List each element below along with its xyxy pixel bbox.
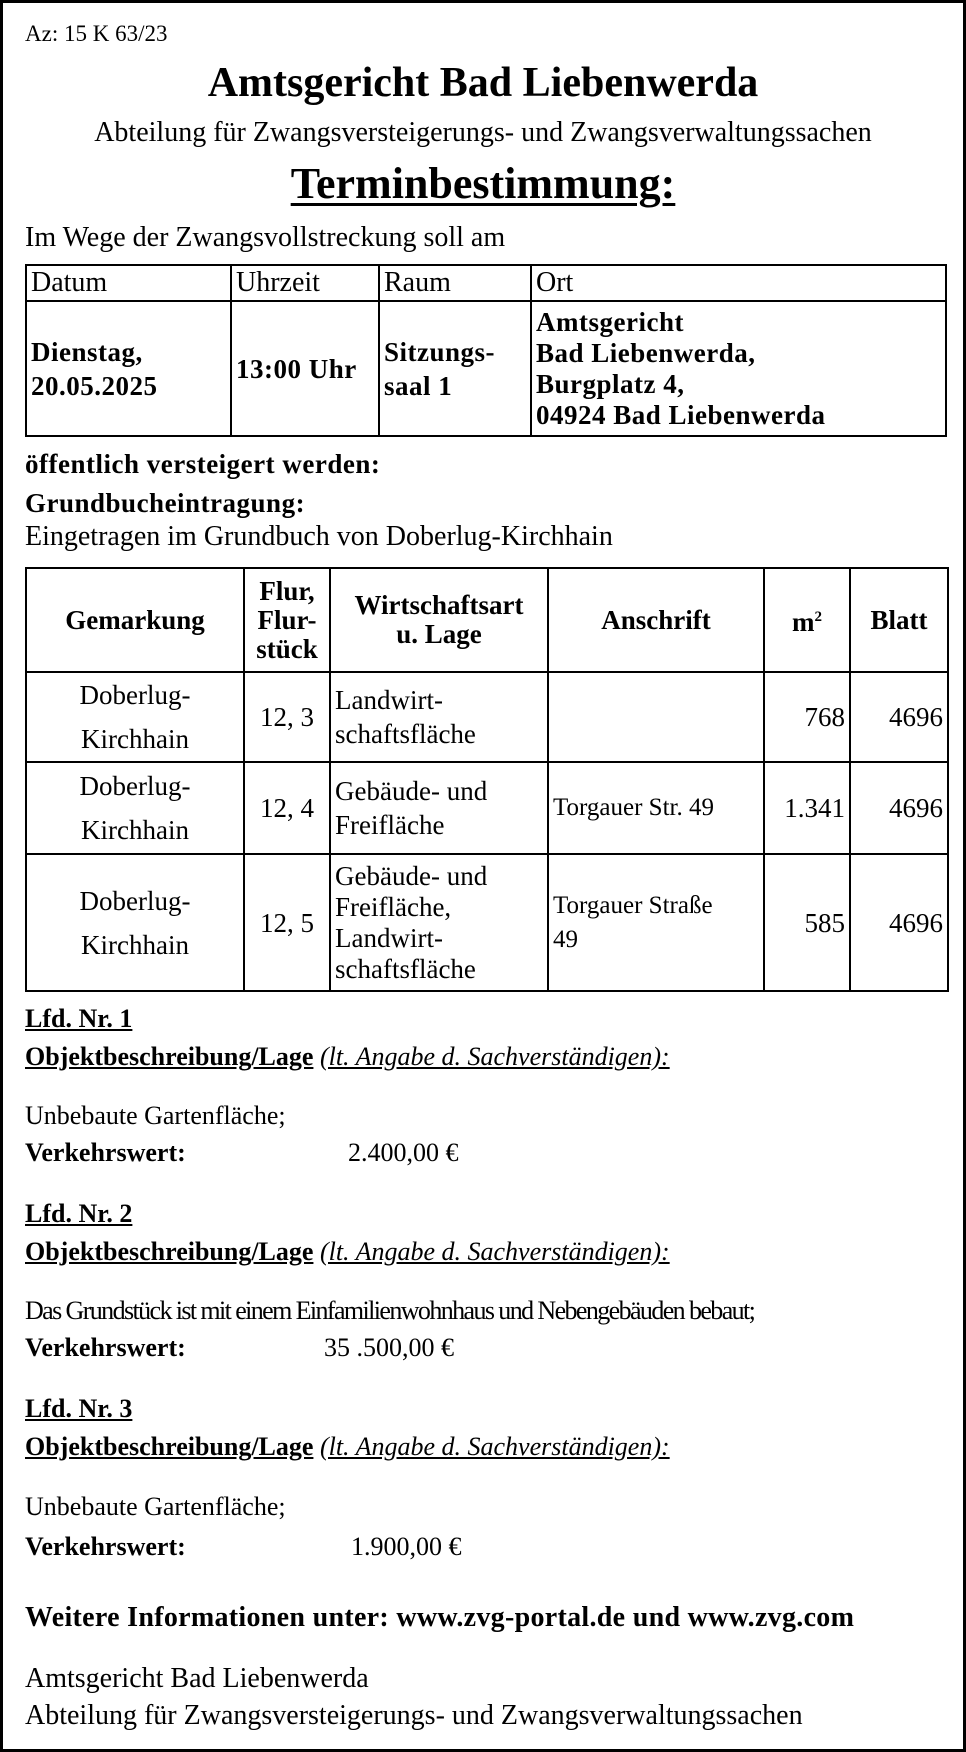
gemarkung-line-1: Doberlug- xyxy=(79,771,191,801)
object-description-3: Unbebaute Gartenfläche; xyxy=(25,1492,286,1521)
ort-line-4: 04924 Bad Liebenwerda xyxy=(536,399,826,430)
header-raum: Raum xyxy=(379,265,531,301)
header-datum: Datum xyxy=(26,265,231,301)
cell-flur: 12, 5 xyxy=(244,854,330,991)
cell-flur: 12, 4 xyxy=(244,762,330,854)
flur-header-line-1: Flur, xyxy=(259,575,315,606)
flur-header-line-3: stück xyxy=(256,633,318,664)
lfd-nr-1: Lfd. Nr. 1 xyxy=(25,1004,133,1033)
cell-m2: 1.341 xyxy=(764,762,850,854)
object-heading-bold: Objektbeschreibung/Lage xyxy=(25,1432,314,1461)
department-subtitle: Abteilung für Zwangsversteigerungs- und Zwangsverwaltungssachen xyxy=(94,117,872,148)
header-flur xyxy=(244,568,330,672)
gemarkung-line-1: Doberlug- xyxy=(79,680,191,710)
cell-m2: 768 xyxy=(764,672,850,762)
object-description-1: Unbebaute Gartenfläche; xyxy=(25,1101,286,1130)
gemarkung-line-2: Kirchhain xyxy=(81,929,189,960)
ort-line-2: Bad Liebenwerda, xyxy=(536,337,756,368)
object-heading-italic: (lt. Angabe d. Sachverständigen): xyxy=(319,1042,670,1071)
object-description-heading-3 xyxy=(25,1432,670,1462)
header-uhrzeit: Uhrzeit xyxy=(231,265,379,301)
parcel-table xyxy=(25,567,949,992)
lage-line-1: Gebäude- und xyxy=(335,860,488,891)
gemarkung-line-1: Doberlug- xyxy=(79,885,191,916)
lage-line-3: Landwirt- xyxy=(335,922,443,953)
grundbuch-text: Eingetragen im Grundbuch von Doberlug-Kirchhain xyxy=(25,521,613,552)
auction-statement: öffentlich versteigert werden: xyxy=(25,449,381,479)
object-description-heading-1 xyxy=(25,1042,670,1072)
datum-weekday: Dienstag, xyxy=(31,336,143,367)
object-heading-bold: Objektbeschreibung/Lage xyxy=(25,1237,314,1266)
footer-department: Abteilung für Zwangsversteigerungs- und Zwangsverwaltungssachen xyxy=(25,1700,803,1731)
object-heading-italic: (lt. Angabe d. Sachverständigen): xyxy=(319,1237,670,1266)
table-row xyxy=(26,672,948,762)
schedule-header-row xyxy=(26,265,946,301)
page-heading: Terminbestimmung: xyxy=(290,159,676,208)
verkehrswert-label-3: Verkehrswert: xyxy=(25,1532,186,1561)
object-description-heading-2 xyxy=(25,1237,670,1267)
header-ort: Ort xyxy=(531,265,946,301)
ort-line-3: Burgplatz 4, xyxy=(536,368,685,399)
court-title: Amtsgericht Bad Liebenwerda xyxy=(207,60,759,106)
table-row xyxy=(26,762,948,854)
table-row xyxy=(26,854,948,991)
lage-line-1: Gebäude- und xyxy=(335,776,488,806)
cell-blatt: 4696 xyxy=(850,762,948,854)
object-heading-italic: (lt. Angabe d. Sachverständigen): xyxy=(319,1432,670,1461)
cell-m2: 585 xyxy=(764,854,850,991)
raum-line-1: Sitzungs- xyxy=(384,336,496,367)
object-description-2: Das Grundstück ist mit einem Einfamilienwohnhaus und Nebengebäuden bebaut; xyxy=(25,1296,755,1325)
cell-lage xyxy=(330,854,548,991)
cell-anschrift xyxy=(548,762,764,854)
verkehrswert-value-1: 2.400,00 € xyxy=(348,1138,459,1167)
raum-line-2: saal 1 xyxy=(384,370,453,401)
cell-datum xyxy=(26,301,231,436)
schedule-data-row xyxy=(26,301,946,436)
header-m2 xyxy=(764,568,850,672)
ort-line-1: Amtsgericht xyxy=(536,306,684,337)
header-wirtschaftsart xyxy=(330,568,548,672)
anschrift-line-2: 49 xyxy=(553,925,578,953)
wirtschaftsart-header-line-1: Wirtschaftsart xyxy=(354,590,524,620)
lage-line-2: Freifläche, xyxy=(335,891,452,922)
footer-court: Amtsgericht Bad Liebenwerda xyxy=(25,1663,369,1694)
object-heading-bold: Objektbeschreibung/Lage xyxy=(25,1042,314,1071)
cell-lage xyxy=(330,672,548,762)
m2-superscript: 2 xyxy=(814,609,822,625)
cell-raum xyxy=(379,301,531,436)
cell-anschrift xyxy=(548,672,764,762)
cell-gemarkung xyxy=(26,672,244,762)
lfd-nr-2: Lfd. Nr. 2 xyxy=(25,1199,133,1228)
case-number: Az: 15 K 63/23 xyxy=(25,21,168,46)
cell-gemarkung xyxy=(26,854,244,991)
gemarkung-line-2: Kirchhain xyxy=(81,815,189,845)
header-anschrift: Anschrift xyxy=(548,568,764,672)
cell-gemarkung xyxy=(26,762,244,854)
parcel-header-row xyxy=(26,568,948,672)
schedule-table xyxy=(25,264,947,437)
lage-line-2: schaftsfläche xyxy=(335,719,476,749)
cell-uhrzeit: 13:00 Uhr xyxy=(231,301,379,436)
wirtschaftsart-header-line-2: u. Lage xyxy=(396,619,482,649)
verkehrswert-value-2: 35 .500,00 € xyxy=(324,1333,454,1362)
verkehrswert-label-2: Verkehrswert: xyxy=(25,1333,186,1362)
cell-ort xyxy=(531,301,946,436)
header-gemarkung: Gemarkung xyxy=(26,568,244,672)
lage-line-1: Landwirt- xyxy=(335,685,443,715)
gemarkung-line-2: Kirchhain xyxy=(81,724,189,754)
anschrift-line-1: Torgauer Straße xyxy=(553,891,713,919)
lage-line-4: schaftsfläche xyxy=(335,953,476,984)
header-blatt: Blatt xyxy=(850,568,948,672)
lfd-nr-3: Lfd. Nr. 3 xyxy=(25,1394,133,1423)
flur-header-line-2: Flur- xyxy=(257,604,317,635)
verkehrswert-value-3: 1.900,00 € xyxy=(351,1532,462,1561)
cell-blatt: 4696 xyxy=(850,672,948,762)
datum-date: 20.05.2025 xyxy=(31,370,158,401)
cell-flur: 12, 3 xyxy=(244,672,330,762)
cell-anschrift xyxy=(548,854,764,991)
lage-line-2: Freifläche xyxy=(335,810,445,840)
cell-blatt: 4696 xyxy=(850,854,948,991)
grundbuch-label: Grundbucheintragung: xyxy=(25,488,306,518)
intro-text: Im Wege der Zwangsvollstreckung soll am xyxy=(25,222,506,253)
m2-base: m xyxy=(792,607,815,637)
info-line: Weitere Informationen unter: www.zvg-portal.de und www.zvg.com xyxy=(25,1602,855,1633)
anschrift-line-1: Torgauer Str. 49 xyxy=(553,794,714,821)
verkehrswert-label-1: Verkehrswert: xyxy=(25,1138,186,1167)
cell-lage xyxy=(330,762,548,854)
